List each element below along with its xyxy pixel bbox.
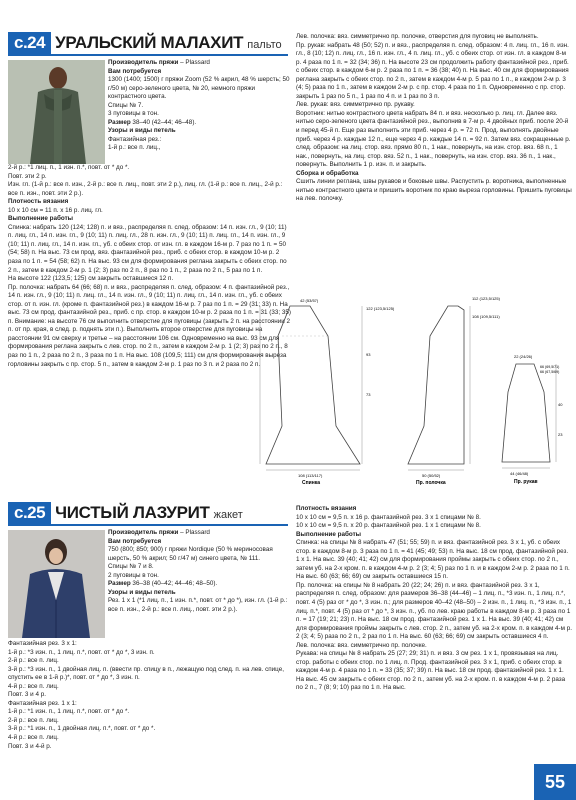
dim-back-bottom: 108 (113/117): [298, 473, 323, 478]
instruction-paragraph: 2-й р.: *1 лиц. п., 1 изн. п.*, повт. от * до *.: [8, 164, 130, 171]
instruction-paragraph: На высоте 122 (123,5; 125) см закрыть оставшиеся 12 п.: [8, 275, 174, 283]
subheading: Сборка и обработка: [296, 169, 359, 177]
subheading: Выполнение работы: [8, 215, 74, 223]
intro-text: Производитель пряжи: [108, 59, 179, 66]
intro-text: Вам потребуется: [108, 537, 162, 545]
instruction-paragraph: Пр. полочка: набрать 64 (66; 68) п. и вяз., распределяя п. след. образом: 4 п. фантазийной рез., 14 п. изн. гл., 9 (10; 11) п. лиц. гл., 14 п. изн. гл., 9 (10; 11) п. лиц. гл., 14 п. изн. гл., уб. с обеих стор. от п. изн. гл. (кроме п. фантазийной рез.) в каждом 16-м р. 7 раз по 1 п. = 29 (31; 33) п. На выс. 73 см прод. фантазийной рез., приб. с пр. стор. в каждом 10-м р. 2 раза по 1 п. = 31 (33; 35) п. Внимание: на высоте 76 см выполнить отверстие для пуговицы (закрыть 2 п. на расстоянии 2 п. от пр. края, в след. р. поднять эти п.). Выполнить второе отверстие для пуговицы на расстоянии 91 см сверху и третье – на расстоянии 106 см. Одновременно на выс. 93 см для формирования реглана закрыть с лев. стор. по 2 п., затем в каждом 2-м р. 1 (2; 3) раз по 2 п., 8 раз по 1 п., 2 раза по 2 п., 3 раза по 1 п. На выс. 108 (109,5; 111) см для формирования выреза горловины закрыть с пр. стор. 5 п., затем в каждом 2-м р. 1 раз по 3 п. и 2 раза по 2 п.: [8, 283, 291, 368]
intro-line: [108, 563, 291, 572]
intro-line: [108, 102, 290, 111]
subheading: Плотность вязания: [8, 198, 69, 206]
instruction-paragraph: 10 x 10 см = 9,5 п. x 20 р. фантазийной рез. 1 x 1 спицами № 8.: [296, 522, 481, 530]
instruction-paragraph: 10 x 10 см = 9,5 п. x 16 р. фантазийной рез. 3 x 1 спицами № 8.: [296, 513, 481, 521]
dim-sleeve-low: 23: [558, 432, 563, 437]
instruction-paragraph: Лев. полочка: вяз. симметрично пр. полочке.: [296, 641, 427, 649]
instruction-paragraph: Фантазийная рез. 3 x 1:: [8, 640, 77, 647]
dim-back-top: 42 (53/57): [300, 298, 319, 303]
instruction-paragraph: Воротник: нитью контрастного цвета набрать 84 п. и вяз. несколько р. лиц. гл. Далее вяз. нитью серо-зеленого цвета фантазийной рез., выполнив в 7-м р. 4 двойных приб. после 20-й и перед 45-й п. Еще раз выполнить эти приб. через 4 р. = 72 п. Прод. выполнять двойные приб. через 4 р. каждые 12 п., еще через 4 р. каждые 14 п. = 92 п. Затем вяз. сокращенные р. след. образом: на лиц. стор. вяз. прямо 80 п., 1 нак., повернуть, на изн. стор. вяз. 68 п., 1 нак., повернуть, на лиц. стор. вяз. 52 п., 1 нак., повернуть, на изн. стор. вяз. 36 п., 1 нак., повернуть. Выполнить 1 р. изн. п. и закрыть.: [296, 109, 571, 169]
intro-line: [108, 546, 291, 563]
intro-line: [108, 110, 290, 119]
intro-text: 3 пуговицы в тон.: [108, 110, 159, 118]
instruction-paragraph: Изн. гл. (1-й р.: все п. изн., 2-й р.: все п. лиц., повт. эти 2 р.), лиц. гл. (1-й р.: все п. лиц., 2-й р.: все п. изн., повт. эти 2 р.).: [8, 181, 283, 197]
instruction-paragraph: Повт. 3 и 4 р.: [8, 691, 46, 699]
intro-value: 36–38 (40–42; 44–46; 48–50).: [130, 580, 218, 588]
dim-front-bottom: 50 (50/52): [422, 473, 441, 478]
jacket-illustration: [8, 530, 105, 638]
instruction-paragraph: Спинка: набрать 120 (124; 128) п. и вяз., распределяя п. след. образом: 14 п. изн. гл., 9 (10; 11) п. лиц. гл., 14 п. изн. гл., 9 (10; 11) п. лиц. гл., 28 п. изн. гл., 9 (10; 11) п. лиц. гл., 14 п. изн. гл., 9 (10; 11) п. лиц. гл., 14 п. изн. гл., уб. с обеих стор. от изн. гл. в каждом 16-м р. 7 раз по 1 п. = 50 (54; 58) п. На выс. 73 см прод. вяз. фантазийной рез., приб. с обеих стор. в каждом 10-м р. 2 раза по 1 п. = 54 (58; 62) п. На выс. 93 см для формирования реглана закрыть с обеих стор. по 2 п., затем в каждом 2-м р. 1 (2; 3) раз по 2 п., 8 раз по 1 п., 2 раза по 2 п., 5 раз по 1 п.: [8, 223, 287, 274]
intro-line: [108, 59, 290, 68]
intro-line: [108, 119, 290, 128]
intro-text: Размер: [108, 580, 131, 588]
page-ref-badge: с.24: [8, 32, 51, 54]
materials-block-2: [108, 529, 291, 641]
project-subtitle: жакет: [213, 509, 243, 521]
intro-line: [108, 68, 290, 77]
page-ref-badge: с.25: [8, 502, 51, 524]
instruction-paragraph: 4-й р.: все п. лиц.: [8, 682, 59, 690]
intro-text: Узоры и виды петель: [108, 588, 176, 596]
coat-illustration: [8, 60, 105, 164]
intro-text: Вам потребуется: [108, 67, 162, 75]
instruction-paragraph: Лев. рукав: вяз. симметрично пр. рукаву.: [296, 101, 415, 109]
front-piece: [408, 296, 501, 486]
header-rule: [8, 54, 288, 56]
dim-front-top: 112 (123,5/125): [472, 296, 500, 301]
model-photo: [8, 530, 105, 638]
intro-text: Фантазийная рез.:: [108, 135, 162, 143]
label-sleeve: Пр. рукав: [514, 479, 538, 485]
back-piece: [260, 298, 395, 486]
dim-sleeve-bottom: 44 (46/48): [510, 471, 529, 476]
instruction-paragraph: 10 x 10 см = 11 п. x 16 р. лиц. гл.: [8, 206, 103, 214]
instruction-paragraph: Пр. полочка: на спицы № 8 набрать 20 (22; 24; 26) п. и вяз. фантазийной рез. 3 x 1, распределяя п. след. образом: для размеров 36–38 (44–46) – 1 лиц. п., *3 изн. п., 1 лиц. п.*, повт. 4 (5) раз от * до *, 3 изн. п.; для размеров 40–42 (48–50) – 2 изн. п., 1 лиц. п., *3 изн. п., 1 лиц. п.*, повт. 4 (5) раз от * до *, 3 изн. п., уб. по лев. краю работы в каждом 8-м р. 3 раза по 1 п. = 17 (19; 21; 23) п. На выс. 18 см прод. фантазийной рез. 1 x 1. На выс. 39 (40; 41; 42) см для формирования проймы закрыть с лев. стор. 2 п., затем уб. на 2-х кром. п. в каждом 4-м р. 2 (3; 4; 5) раза по 2 п., 2 раз по 1 п. На выс. 60 (63; 66; 69) см закрыть оставшиеся 4 п.: [296, 581, 572, 641]
instructions-left-1: [8, 164, 291, 404]
instruction-paragraph: Рукава: на спицы № 8 набрать 25 (27; 29; 31) п. и вяз. 3 см рез. 1 x 1, провязывая на лиц. стор. работы с обеих стор. по 1 лиц. п. Прод. фантазийной рез. 3 x 1, приб. с обеих стор. в каждом 4-м р. 4 раза по 1 п. = 33 (35; 37; 39) п. На выс. 18 см прод. фантазийной рез. 1 x 1. На выс. 45 см закрыть с обеих стор. по 2 п., затем уб. на 2-х кром. п. в каждом 4-м р. 2 раза по 2 п., 7 (8; 9; 10) раз по 1 п. На выс.: [296, 650, 566, 692]
intro-line: [108, 127, 290, 136]
intro-line: [108, 144, 290, 153]
intro-value: 38–40 (42–44; 46–48).: [130, 118, 197, 126]
model-photo: [8, 60, 105, 164]
project-subtitle: пальто: [247, 39, 282, 51]
intro-line: [108, 76, 290, 102]
intro-text: 1-й р.: все п. лиц.,: [108, 144, 161, 152]
instruction-paragraph: Пр. рукав: набрать 48 (50; 52) п. и вяз., распределяя п. след. образом: 4 п. лиц. гл., 16 п. изн. гл., 8 (10; 12) п. лиц. гл., 16 п. изн. гл., 4 п. лиц. гл., уб. с обеих стор. от изн. гл. в каждом 8-м р. 4 раза по 1 п. = 32 (34; 36) п. На высоте 23 см продолжить работу фантазийной рез., приб. с обеих стор. в каждом 6-м р. 2 раза по 1 п. = 36 (38; 40) п. На выс. 40 см для формирования реглана закрыть с обеих стор. по 2 п., затем в каждом 4-м р. 5 раз по 1 п., в каждом 2-м р. 3 (4; 5) раза по 1 п., затем в каждом 2-м р. с пр. стор. 4 раза по 1 п. Одновременно с пр. стор. закрыть 1 раз по 5 п., 1 раз по 4 п. и 1 раз по 3 п.: [296, 41, 569, 100]
label-back: Спинка: [302, 480, 321, 486]
subheading: Выполнение работы: [296, 530, 362, 538]
instruction-paragraph: Лев. полочка: вяз. симметрично пр. полочке, отверстия для пуговиц не выполнять.: [296, 33, 539, 40]
dim-back-side: 122 (123,5/125): [366, 306, 395, 311]
intro-text: Спицы № 7 и 8.: [108, 563, 154, 571]
instruction-paragraph: Повт. эти 2 р.: [8, 172, 47, 180]
subheading: Плотность вязания: [296, 505, 357, 512]
dim-front-neck: 108 (109,5/111): [472, 314, 500, 319]
dim-sleeve-top: 22 (24/26): [514, 354, 533, 359]
project-title: УРАЛЬСКИЙ МАЛАХИТ: [55, 33, 244, 52]
instructions-left-2: [8, 640, 291, 790]
pattern-schematic: [258, 296, 574, 486]
section-header-2: [8, 502, 243, 524]
instructions-right-1: [296, 33, 572, 295]
intro-value: – Plassard: [178, 59, 210, 66]
intro-line: [108, 597, 291, 614]
section-header-1: [8, 32, 282, 54]
intro-text: 2 пуговицы в тон.: [108, 571, 159, 579]
header-rule: [8, 524, 288, 526]
dim-sleeve-r1: 66 (69,5/71): [540, 365, 560, 369]
intro-text: Рез. 1 x 1 (*1 лиц. п., 1 изн. п.*, повт. от * до *), изн. гл. (1-й р.: все п. изн., 2-й р.: все п. лиц., повт. эти 2 р.).: [108, 597, 288, 613]
dim-sleeve-mid: 40: [558, 402, 563, 407]
dim-sleeve-r2: 66 (67,5/69): [540, 370, 560, 374]
instruction-paragraph: Фантазийная рез. 1 x 1:: [8, 699, 77, 707]
instruction-paragraph: Спинка: на спицы № 8 набрать 47 (51; 55; 59) п. и вяз. фантазийной рез. 3 x 1, уб. с обеих стор. в каждом 8-м р. 3 раза по 1 п. = 41 (45; 49; 53) п. На выс. 18 см прод. фантазийной рез. 1 x 1. На выс. 39 (40; 41; 42) см для формирования проймы закрыть с обеих стор. по 2 п., затем уб. на 2-х кром. п. в каждом 4-м р. 2 (3; 4; 5) раз по 1 п. и в каждом 2-м р. 2 раза по 1 п. На выс. 60 (63; 66; 69) см закрыть оставшиеся 15 п.: [296, 539, 570, 581]
instruction-paragraph: 1-й р.: *3 изн. п., 1 лиц. п.*, повт. от * до *, 3 изн. п.: [8, 648, 155, 656]
instruction-paragraph: 3-й р.: *3 изн. п., 1 двойная лиц. п. (ввести пр. спицу в п., лежащую под след. п. на лев. спице, спустить ее в 1-й р.)*, повт. от * до *, 3 изн. п.: [8, 665, 284, 682]
page-number: 55: [534, 764, 576, 800]
label-front: Пр. полочка: [416, 480, 446, 486]
intro-text: Узоры и виды петель: [108, 127, 176, 135]
intro-text: 1300 (1400; 1500) г пряжи Zoom (52 % акрил, 48 % шерсть; 50 г/50 м) серо-зеленого цвета, № 20, немного пряжи контрастного цвета.: [108, 76, 290, 101]
intro-text: Производитель пряжи: [108, 529, 179, 536]
sleeve-piece: [502, 354, 563, 485]
intro-text: Спицы № 7.: [108, 101, 144, 109]
intro-line: [108, 529, 291, 538]
instruction-paragraph: 1-й р.: *1 изн. п., 1 лиц. п.*, повт. от * до *.: [8, 708, 130, 716]
materials-block-1: [108, 59, 290, 171]
instruction-paragraph: 2-й р.: все п. лиц.: [8, 716, 59, 724]
intro-line: [108, 580, 291, 589]
instruction-paragraph: 3-й р.: *1 изн. п., 1 двойная лиц. п.*, повт. от * до *.: [8, 725, 156, 733]
instruction-paragraph: 4-й р.: все п. лиц.: [8, 734, 59, 742]
dim-back-low: 73: [366, 392, 371, 397]
instruction-paragraph: Сшить линии реглана, швы рукавов и боковые швы. Распустить р. воротника, выполненные нитью контрастного цвета и пришить воротник по краю выреза горловины. Пришить пуговицы на лев. полочку.: [296, 178, 572, 203]
project-title: ЧИСТЫЙ ЛАЗУРИТ: [55, 503, 210, 522]
instruction-paragraph: Повт. 3 и 4-й р.: [8, 742, 52, 750]
intro-value: – Plassard: [178, 529, 210, 536]
instruction-paragraph: 2-й р.: все п. лиц.: [8, 657, 59, 665]
intro-text: 750 (800; 850; 900) г пряжи Nordique (50 % мериносовая шерсть, 50 % акрил; 50 г/47 м) синего цвета, № 111.: [108, 546, 273, 562]
intro-line: [108, 538, 291, 547]
intro-line: [108, 572, 291, 581]
dim-back-mid: 93: [366, 352, 371, 357]
intro-text: Размер: [108, 118, 131, 126]
instructions-right-2: [296, 505, 572, 755]
